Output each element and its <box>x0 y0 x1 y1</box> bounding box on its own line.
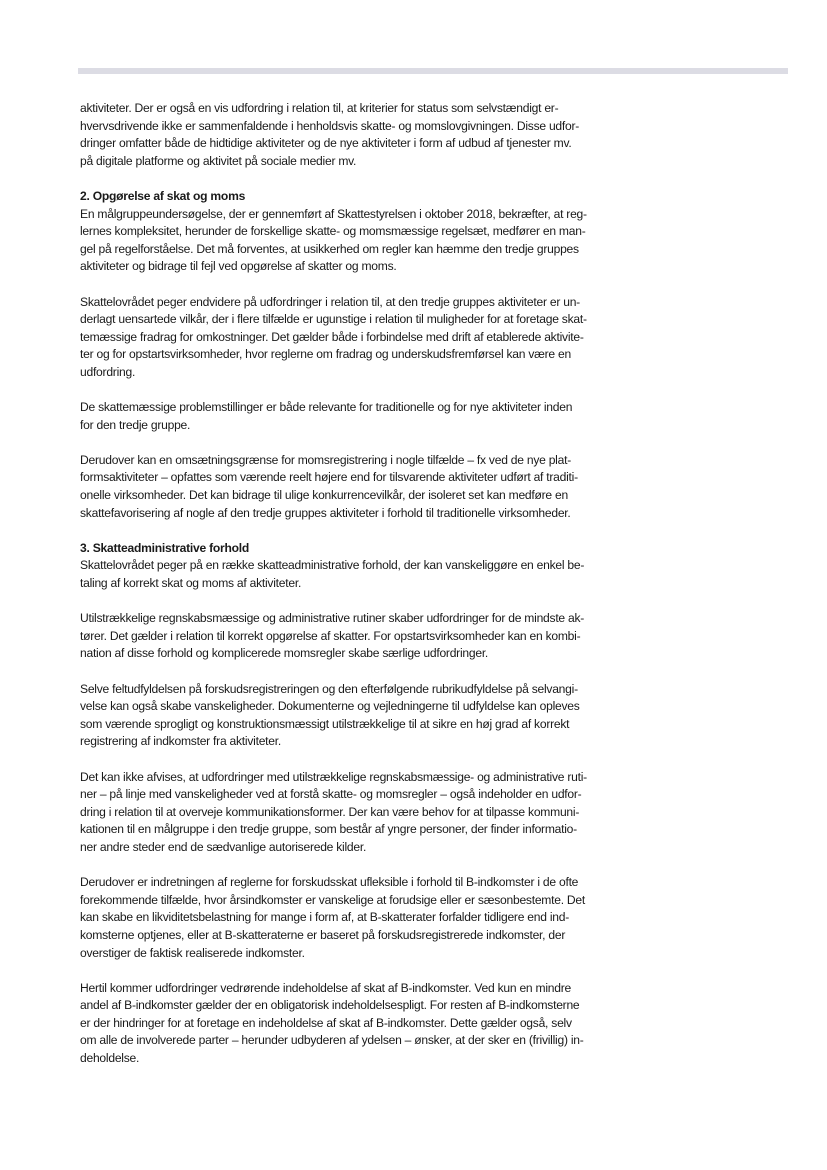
text-line: temæssige fradrag for omkostninger. Det gælder både i forbindelse med drift af etablerede aktivite- <box>80 329 584 344</box>
text-line: komsterne optjenes, eller at B-skatteraterne er baseret på forskudsregistrerede indkomster, der <box>80 927 566 942</box>
text-line: er der hindringer for at foretage en indeholdelse af skat af B-indkomster. Dette gælder også, selv <box>80 1015 572 1030</box>
text-line: på digitale platforme og aktivitet på sociale medier mv. <box>80 153 357 168</box>
header-rule <box>78 68 788 74</box>
paragraph-gap <box>80 593 618 611</box>
text-line: aktiviteter og bidrage til fejl ved opgørelse af skatter og moms. <box>80 259 397 274</box>
text-line: overstiger de faktisk realiserede indkomster. <box>80 945 305 960</box>
body-paragraph <box>80 206 618 276</box>
paragraph-gap <box>80 276 618 294</box>
text-line: registrering af indkomster fra aktiviteter. <box>80 734 281 749</box>
text-line: kan skabe en likviditetsbelastning for mange i form af, at B-skatterater forfalder tidligere end ind- <box>80 910 569 925</box>
text-line: ner andre steder end de sædvanlige autoriserede kilder. <box>80 839 367 854</box>
text-line: hvervsdrivende ikke er sammenfaldende i henholdsvis skatte- og momslovgivningen. Disse udfor- <box>80 118 580 133</box>
text-line: ner – på linje med vanskeligheder ved at forstå skatte- og momsregler – også indeholder en udfor- <box>80 787 582 802</box>
body-paragraph <box>80 681 618 751</box>
paragraph-gap <box>80 434 618 452</box>
text-line: Skattelovrådet peger på en række skatteadministrative forhold, der kan vanskeliggøre en enkel be- <box>80 558 585 573</box>
body-paragraph <box>80 100 618 170</box>
body-paragraph <box>80 769 618 857</box>
text-line: for den tredje gruppe. <box>80 417 191 432</box>
text-line: Skattelovrådet peger endvidere på udfordringer i relation til, at den tredje gruppes aktiviteter er un- <box>80 294 580 309</box>
paragraph-gap <box>80 663 618 681</box>
body-paragraph <box>80 610 618 663</box>
text-line: deholdelse. <box>80 1051 140 1066</box>
text-line: velse kan også skabe vanskeligheder. Dokumenterne og vejledningerne til udfyldelse kan opleves <box>80 699 580 714</box>
body-paragraph <box>80 294 618 382</box>
text-line: som værende sprogligt og konstruktionsmæssigt utilstrækkelige til at sikre en høj grad af korrekt <box>80 716 570 731</box>
text-line: onelle virksomheder. Det kan bidrage til ulige konkurrencevilkår, der isoleret set kan medføre en <box>80 488 568 503</box>
text-line: om alle de involverede parter – herunder udbyderen af ydelsen – ønsker, at der sker en (frivillig) in- <box>80 1033 584 1048</box>
body-paragraph <box>80 557 618 592</box>
body-paragraph <box>80 399 618 434</box>
text-line: skattefavorisering af nogle af den tredje gruppes aktiviteter i forhold til traditionelle virksomheder. <box>80 505 571 520</box>
text-line: Selve feltudfyldelsen på forskudsregistreringen og den efterfølgende rubrikudfyldelse på selvangi- <box>80 681 578 696</box>
text-line: formsaktiviteter – opfattes som værende reelt højere end for tilsvarende aktiviteter udført af traditi- <box>80 470 578 485</box>
document-body <box>80 100 618 1068</box>
text-line: Derudover kan en omsætningsgrænse for momsregistrering i nogle tilfælde – fx ved de nye plat- <box>80 452 571 467</box>
text-line: aktiviteter. Der er også en vis udfordring i relation til, at kriterier for status som selvstændigt er- <box>80 101 559 115</box>
text-line: dring i relation til at overveje kommunikationsformer. Der kan være behov for at tilpasse kommuni- <box>80 804 580 819</box>
section-heading: 3. Skatteadministrative forhold <box>80 540 249 555</box>
text-line: lernes kompleksitet, herunder de forskellige skatte- og momsmæssige regelsæt, medfører en man- <box>80 224 586 239</box>
text-line: forekommende tilfælde, hvor årsindkomster er vanskelige at forudsige eller er sæsonbestemte. Det <box>80 892 586 907</box>
body-paragraph <box>80 452 618 522</box>
text-line: Derudover er indretningen af reglerne for forskudsskat ufleksible i forhold til B-indkomster i de ofte <box>80 875 579 890</box>
text-line: Utilstrækkelige regnskabsmæssige og administrative rutiner skaber udfordringer for de mindste ak- <box>80 611 585 626</box>
text-line: udfordring. <box>80 364 136 379</box>
text-line: ter og for opstartsvirksomheder, hvor reglerne om fradrag og underskudsfremførsel kan være en <box>80 347 571 362</box>
text-line: andel af B-indkomster gælder der en obligatorisk indeholdelsespligt. For resten af B-indkomsterne <box>80 998 580 1013</box>
paragraph-gap <box>80 170 618 188</box>
body-paragraph <box>80 980 618 1068</box>
text-line: nation af disse forhold og komplicerede momsregler skabe særlige udfordringer. <box>80 646 489 661</box>
text-line: gel på regelforståelse. Det må forventes, at usikkerhed om regler kan hæmme den tredje gruppes <box>80 241 579 256</box>
text-line: Hertil kommer udfordringer vedrørende indeholdelse af skat af B-indkomster. Ved kun en mindre <box>80 980 571 995</box>
paragraph-gap <box>80 522 618 540</box>
text-line: derlagt uensartede vilkår, der i flere tilfælde er ugunstige i relation til muligheder for at foretage skat- <box>80 312 587 327</box>
text-line: taling af korrekt skat og moms af aktiviteter. <box>80 576 302 591</box>
section-heading: 2. Opgørelse af skat og moms <box>80 188 246 203</box>
text-line: kationen til en målgruppe i den tredje gruppe, som består af yngre personer, der finder informatio- <box>80 822 577 837</box>
paragraph-gap <box>80 382 618 400</box>
body-paragraph <box>80 874 618 962</box>
paragraph-gap <box>80 857 618 875</box>
text-line: tører. Det gælder i relation til korrekt opgørelse af skatter. For opstartsvirksomheder kan en kombi- <box>80 628 581 643</box>
paragraph-gap <box>80 962 618 980</box>
text-line: Det kan ikke afvises, at udfordringer med utilstrækkelige regnskabsmæssige- og administrative ruti- <box>80 769 587 784</box>
paragraph-gap <box>80 751 618 769</box>
text-line: dringer omfatter både de hidtidige aktiviteter og de nye aktiviteter i form af udbud af tjenester mv. <box>80 136 572 151</box>
text-line: De skattemæssige problemstillinger er både relevante for traditionelle og for nye aktiviteter inden <box>80 400 573 415</box>
text-line: En målgruppeundersøgelse, der er gennemført af Skattestyrelsen i oktober 2018, bekræfter, at reg- <box>80 206 587 221</box>
